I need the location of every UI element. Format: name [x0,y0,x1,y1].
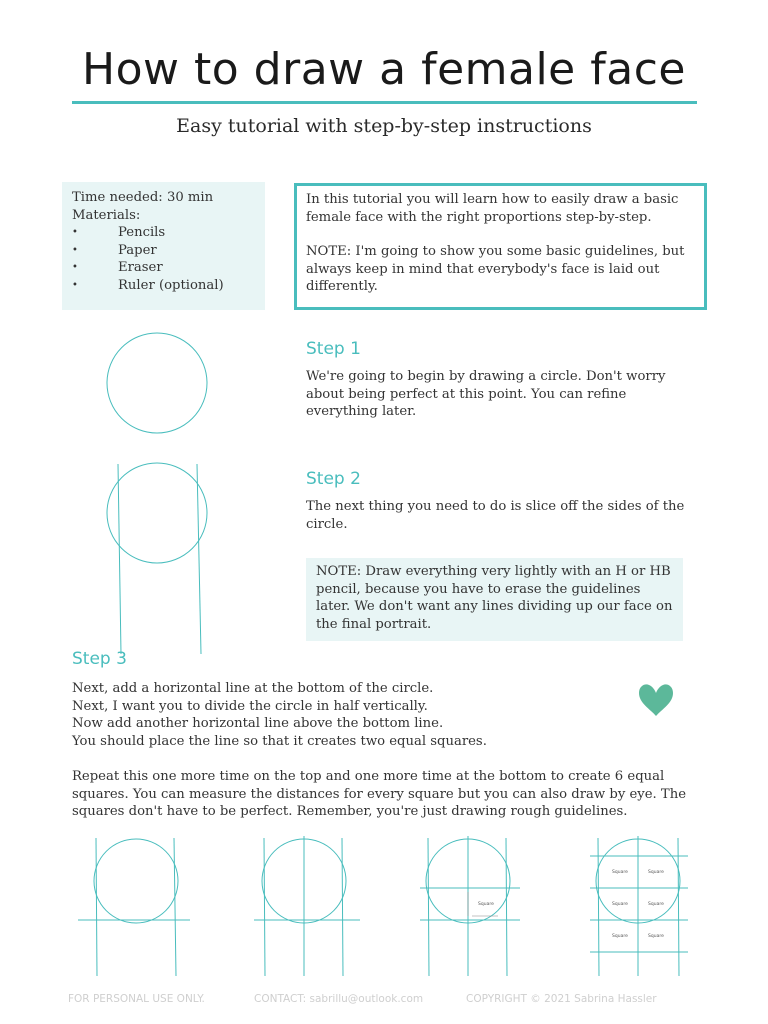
step1-circle-illustration [68,325,258,443]
step2-note: NOTE: Draw everything very lightly with an H or HB pencil, because you have to erase the guidelines later. We don't want any lines dividing up our face on the final portrait. [316,564,673,632]
square-label: Square [612,902,628,907]
footer-copyright: COPYRIGHT © 2021 Sabrina Hassler [466,993,657,1005]
step3-line: You should place the line so that it creates two equal squares. [72,733,487,749]
step2-text: The next thing you need to do is slice off the sides of the circle. [306,499,685,532]
right-side-line [342,838,343,976]
step3-diagram-2 [250,836,380,976]
intro-text: In this tutorial you will learn how to easily draw a basic female face with the right proportions step-by-step. [306,192,679,225]
step3-line: Now add another horizontal line above the bottom line. [72,716,444,731]
materials-box [62,182,265,310]
list-item: • Pencils [72,224,255,242]
square-label: Square [648,870,664,875]
square-label: Square [648,902,664,907]
left-side-line [264,838,265,976]
list-item: • Eraser [72,259,255,277]
step1-heading: Step 1 [306,339,361,359]
right-side-line [678,838,679,976]
left-side-line [428,838,429,976]
square-label: Square [612,934,628,939]
right-side-line [506,838,507,976]
intro-note: NOTE: I'm going to show you some basic guidelines, but always keep in mind that everybody's face is laid out differently. [306,244,685,294]
step2-heading: Step 2 [306,469,361,489]
heart-icon [636,682,676,718]
square-label: Square [478,902,494,907]
square-label: Square [648,934,664,939]
step3-line: Next, add a horizontal line at the bottom of the circle. [72,681,434,696]
list-item: • Paper [72,242,255,260]
right-side-line [197,464,201,654]
step2-illustration [68,458,258,654]
step3-paragraph: Repeat this one more time on the top and one more time at the bottom to create 6 equal squares. You can measure the distances for every square but you can also draw by eye. The squares don't have to be perfect. Remember, you're just drawing rough guidelines. [72,769,687,819]
step3-heading: Step 3 [72,649,127,669]
left-side-line [598,838,599,976]
step2-note-box [306,558,683,641]
step3-instructions [72,680,632,750]
square-label: Square [612,870,628,875]
guide-circle [107,333,207,433]
guide-circle [107,463,207,563]
footer-personal-use: FOR PERSONAL USE ONLY. [68,993,205,1005]
step3-line: Next, I want you to divide the circle in half vertically. [72,698,428,714]
step1-text: We're going to begin by drawing a circle. Don't worry about being perfect at this point. You can refine everything later. [306,369,666,419]
step3-diagram-1 [68,836,198,976]
right-side-line [174,838,176,976]
guide-circle [94,839,178,923]
left-side-line [118,464,121,654]
left-side-line [96,838,97,976]
step3-diagram-3 [416,836,546,976]
list-item: • Ruler (optional) [72,277,255,295]
page-subtitle: Easy tutorial with step-by-step instructions [176,115,592,137]
intro-box [294,183,707,310]
footer-contact: CONTACT: sabrillu@outlook.com [254,993,424,1005]
page-title: How to draw a female face [82,44,686,95]
step3-diagram-4 [584,836,694,976]
materials-heading: Materials: [72,207,141,223]
materials-list [72,224,255,294]
title-underline [72,101,697,104]
time-needed: Time needed: 30 min [72,190,214,205]
